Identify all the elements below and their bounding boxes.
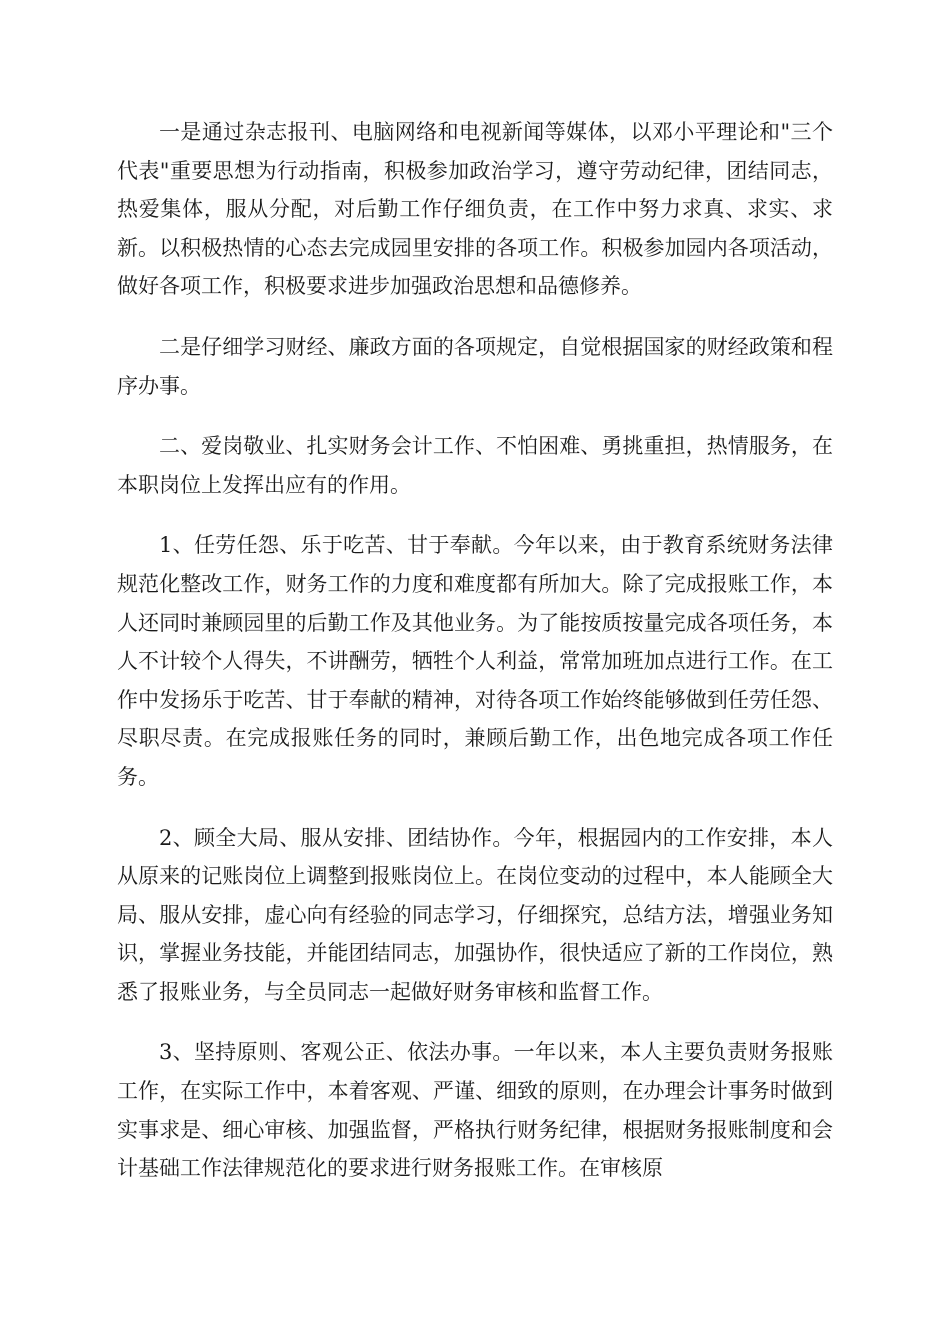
document-page (117, 113, 833, 1210)
paragraph-point-two: 2、顾全大局、服从安排、团结协作。今年，根据园内的工作安排，本人从原来的记账岗位上调整到报账岗位上。在岗位变动的过程中，本人能顾全大局、服从安排，虚心向有经验的同志学习，仔细探究，总结方法，增强业务知识，掌握业务技能，并能团结同志，加强协作，很快适应了新的工作岗位，熟悉了报账业务，与全员同志一起做好财务审核和监督工作。 (117, 825, 833, 1004)
paragraph-point-one: 1、任劳任怨、乐于吃苦、甘于奉献。今年以来，由于教育系统财务法律规范化整改工作，财务工作的力度和难度都有所加大。除了完成报账工作，本人还同时兼顾园里的后勤工作及其他业务。为了能按质按量完成各项任务，本人不计较个人得失，不讲酬劳，牺牲个人利益，常常加班加点进行工作。在工作中发扬乐于吃苦、甘于奉献的精神，对待各项工作始终能够做到任劳任怨、尽职尽责。在完成报账任务的同时，兼顾后勤工作，出色地完成各项工作任务。 (117, 533, 833, 789)
paragraph-section-two-heading: 二、爱岗敬业、扎实财务会计工作、不怕困难、勇挑重担，热情服务，在本职岗位上发挥出应有的作用。 (117, 434, 833, 497)
paragraph-point-three: 3、坚持原则、客观公正、依法办事。一年以来，本人主要负责财务报账工作，在实际工作中，本着客观、严谨、细致的原则，在办理会计事务时做到实事求是、细心审核、加强监督，严格执行财务纪律，根据财务报账制度和会计基础工作法律规范化的要求进行财务报账工作。在审核原 (117, 1040, 833, 1181)
paragraph-political-study: 一是通过杂志报刊、电脑网络和电视新闻等媒体，以邓小平理论和"三个代表"重要思想为行动指南，积极参加政治学习，遵守劳动纪律，团结同志，热爱集体，服从分配，对后勤工作仔细负责，在工作中努力求真、求实、求新。以积极热情的心态去完成园里安排的各项工作。积极参加园内各项活动，做好各项工作，积极要求进步加强政治思想和品德修养。 (117, 120, 833, 299)
paragraph-finance-regulations: 二是仔细学习财经、廉政方面的各项规定，自觉根据国家的财经政策和程序办事。 (117, 334, 833, 398)
